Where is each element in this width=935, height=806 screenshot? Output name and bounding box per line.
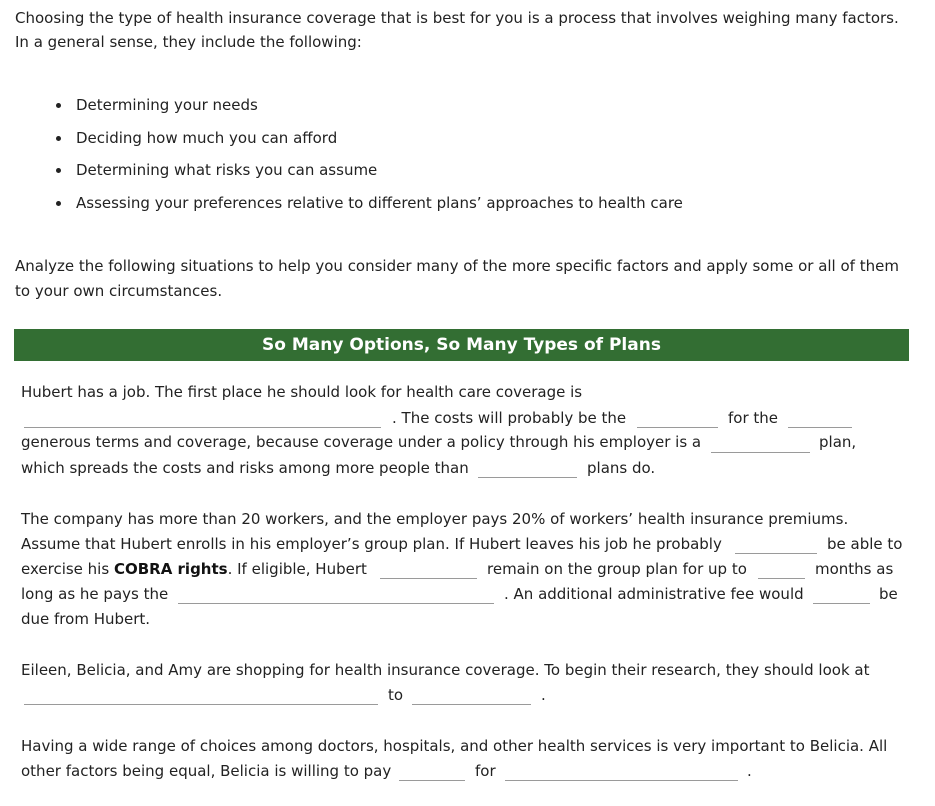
p4-end: . bbox=[747, 762, 752, 780]
section-title: So Many Options, So Many Types of Plans bbox=[14, 329, 909, 361]
p1-line-2b: for the bbox=[728, 409, 779, 427]
answer-blank-terms[interactable] bbox=[788, 427, 852, 428]
p2-line-3a: exercise his COBRA rights. If eligible, Hubert bbox=[21, 560, 367, 578]
p2-line-4a: long as he pays the bbox=[21, 585, 169, 603]
p4-line-1: Having a wide range of choices among doctors, hospitals, and other health services is very important to Belicia. All bbox=[21, 737, 888, 755]
p1-line-3a: generous terms and coverage, because coverage under a policy through his employer is a bbox=[21, 433, 702, 451]
answer-blank-cobra-eligibility[interactable] bbox=[735, 553, 817, 554]
intro-line-2: In a general sense, they include the following: bbox=[15, 33, 362, 51]
answer-blank-cost-level[interactable] bbox=[637, 427, 718, 428]
answer-blank-choice-feature[interactable] bbox=[505, 780, 738, 781]
answer-blank-research-end[interactable] bbox=[412, 704, 531, 705]
factor-item: Determining your needs bbox=[56, 94, 683, 127]
p2-line-5: due from Hubert. bbox=[21, 610, 151, 628]
p4-line-2a: other factors being equal, Belicia is willing to pay bbox=[21, 762, 392, 780]
factors-list bbox=[56, 94, 683, 224]
factor-item: Assessing your preferences relative to different plans’ approaches to health care bbox=[56, 192, 683, 225]
p1-line-3b: plan, bbox=[819, 433, 857, 451]
p1-line-4a: which spreads the costs and risks among more people than bbox=[21, 459, 469, 477]
p4-line-2b: for bbox=[475, 762, 496, 780]
p2-line-4b: . An additional administrative fee would bbox=[504, 585, 804, 603]
p3-line-1: Eileen, Belicia, and Amy are shopping for health insurance coverage. To begin their research, they should look at bbox=[21, 661, 870, 679]
p3-end: . bbox=[541, 686, 546, 704]
analyze-line-2: to your own circumstances. bbox=[15, 282, 223, 300]
answer-blank-coverage-source[interactable] bbox=[24, 427, 381, 428]
intro-line-1: Choosing the type of health insurance coverage that is best for you is a process that involves weighing many factors. bbox=[15, 9, 899, 27]
factor-item: Deciding how much you can afford bbox=[56, 127, 683, 160]
p2-line-1: The company has more than 20 workers, and the employer pays 20% of workers’ health insurance premiums. bbox=[21, 510, 849, 528]
p3-to: to bbox=[388, 686, 404, 704]
factor-item: Determining what risks you can assume bbox=[56, 159, 683, 192]
p2-line-2a: Assume that Hubert enrolls in his employer’s group plan. If Hubert leaves his job he probably bbox=[21, 535, 722, 553]
analyze-line-1: Analyze the following situations to help you consider many of the more specific factors and apply some or all of them bbox=[15, 257, 899, 275]
answer-blank-premium-payer[interactable] bbox=[178, 603, 494, 604]
p1-line-1: Hubert has a job. The first place he should look for health care coverage is bbox=[21, 383, 583, 401]
p2-line-4c: be bbox=[879, 585, 898, 603]
answer-blank-other-plans[interactable] bbox=[478, 477, 577, 478]
p2-line-3b: remain on the group plan for up to bbox=[487, 560, 747, 578]
answer-blank-months[interactable] bbox=[758, 578, 805, 579]
p2-line-2b: be able to bbox=[827, 535, 903, 553]
answer-blank-willing-pay[interactable] bbox=[399, 780, 465, 781]
answer-blank-plan-type[interactable] bbox=[711, 452, 810, 453]
answer-blank-admin-fee[interactable] bbox=[813, 603, 870, 604]
p1-line-4b: plans do. bbox=[587, 459, 656, 477]
cobra-rights-term: COBRA rights bbox=[113, 560, 228, 578]
answer-blank-remain[interactable] bbox=[380, 578, 477, 579]
p1-line-2a: . The costs will probably be the bbox=[392, 409, 627, 427]
p2-line-3c: months as bbox=[815, 560, 894, 578]
answer-blank-research-start[interactable] bbox=[24, 704, 378, 705]
